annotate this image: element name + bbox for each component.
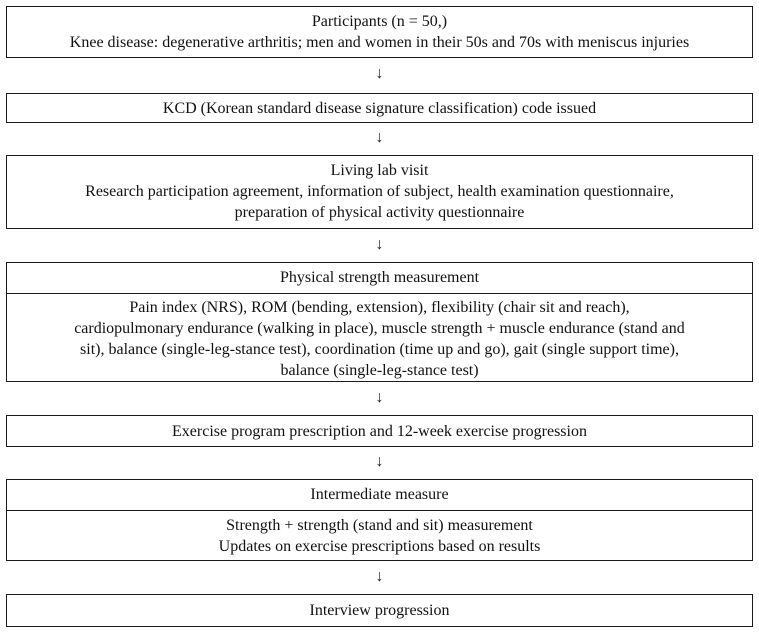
physical-strength-detail-3: sit), balance (single-leg-stance test), coordination (time up and go), gait (single support time), [80, 341, 679, 358]
interview-progression-text: Interview progression [309, 602, 450, 619]
intermediate-measure-header: Intermediate measure [310, 486, 449, 503]
down-arrow-icon: ↓ [375, 568, 384, 585]
step-living-lab-visit [6, 155, 753, 229]
physical-strength-detail-4: balance (single-leg-stance test) [280, 362, 479, 379]
exercise-program-text: Exercise program prescription and 12-week exercise progression [172, 423, 587, 440]
step-interview-progression [6, 594, 753, 627]
down-arrow-icon: ↓ [375, 389, 384, 406]
step-physical-strength-measurement [6, 262, 753, 382]
down-arrow-icon: ↓ [375, 65, 384, 82]
physical-strength-header: Physical strength measurement [279, 269, 480, 286]
step-exercise-program [6, 415, 753, 447]
intermediate-measure-detail-2: Updates on exercise prescriptions based on results [218, 538, 541, 555]
step-participants [6, 6, 753, 58]
living-lab-detail-1: Research participation agreement, information of subject, health examination questionnaire, [85, 183, 674, 200]
down-arrow-icon: ↓ [375, 129, 384, 146]
intermediate-measure-detail-1: Strength + strength (stand and sit) measurement [226, 517, 533, 534]
down-arrow-icon: ↓ [375, 453, 384, 470]
down-arrow-icon: ↓ [375, 236, 384, 253]
living-lab-detail-2: preparation of physical activity questionnaire [234, 204, 525, 221]
participants-criteria: Knee disease: degenerative arthritis; men and women in their 50s and 70s with meniscus injuries [69, 34, 690, 51]
physical-strength-detail-2: cardiopulmonary endurance (walking in place), muscle strength + muscle endurance (stand and [74, 320, 685, 337]
participants-title: Participants (n = 50,) [311, 13, 448, 30]
step-kcd-code [6, 93, 753, 123]
living-lab-title: Living lab visit [330, 162, 429, 179]
physical-strength-detail-1: Pain index (NRS), ROM (bending, extension), flexibility (chair sit and reach), [129, 299, 630, 316]
step-intermediate-measure [6, 479, 753, 561]
kcd-code-text: KCD (Korean standard disease signature classification) code issued [162, 100, 597, 117]
